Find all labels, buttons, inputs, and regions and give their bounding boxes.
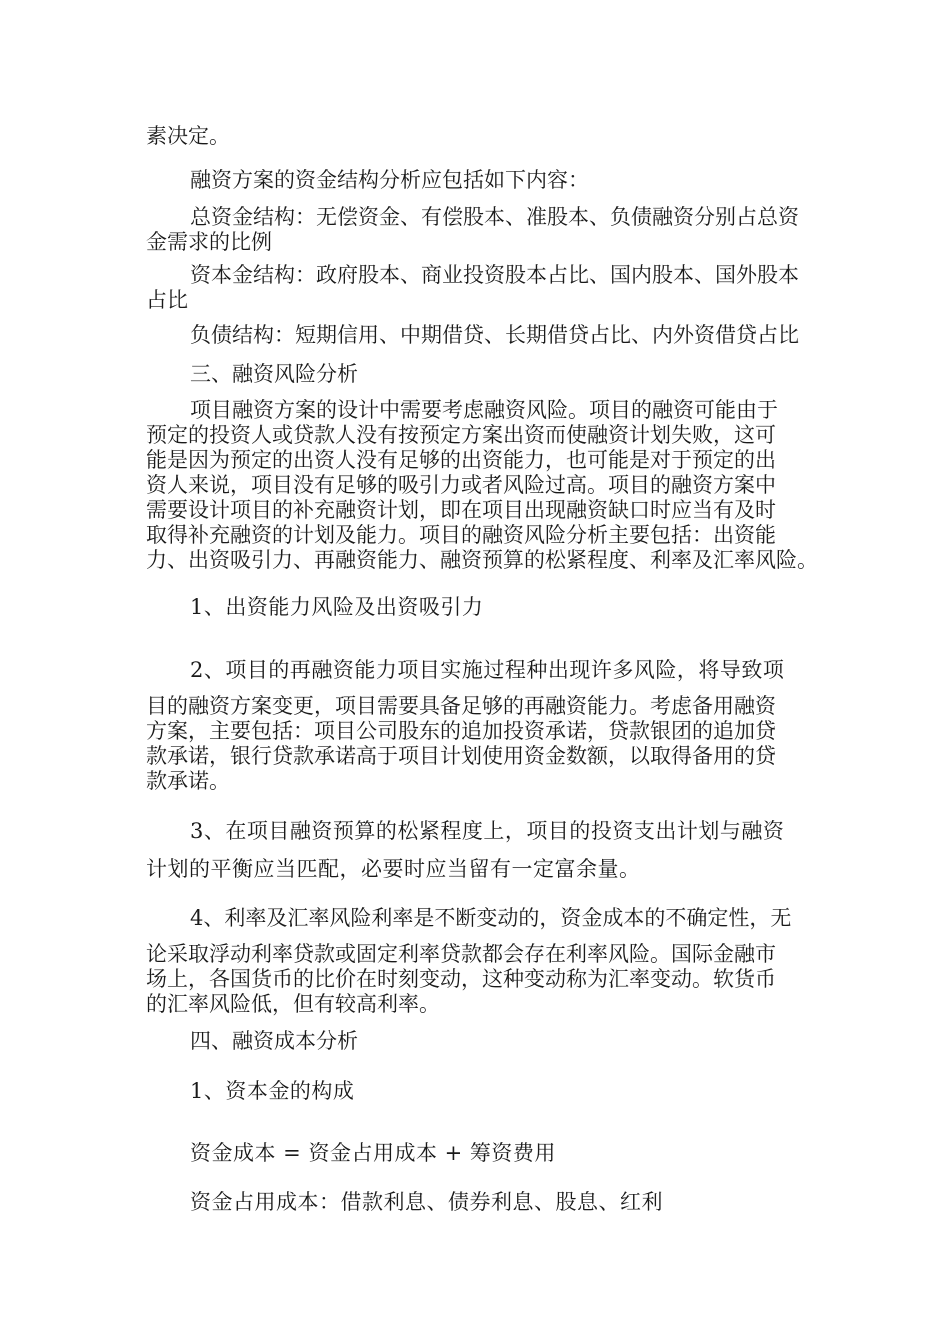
text-line: 款承诺，银行贷款承诺高于项目计划使用资金数额，以取得备用的贷 xyxy=(146,744,776,768)
paragraph-equity-structure xyxy=(146,263,826,313)
text-line: 需要设计项目的补充融资计划，即在项目出现融资缺口时应当有及时 xyxy=(146,498,776,522)
text-line: 场上，各国货币的比价在时刻变动，这种变动称为汇率变动。软货币 xyxy=(146,967,776,991)
heading-financing-cost: 四、融资成本分析 xyxy=(190,1029,358,1053)
text-line: 资人来说，项目没有足够的吸引力或者风险过高。项目的融资方案中 xyxy=(146,473,776,497)
text-line: 项目融资方案的设计中需要考虑融资风险。项目的融资可能由于 xyxy=(190,398,778,422)
text-line: 取得补充融资的计划及能力。项目的融资风险分析主要包括：出资能 xyxy=(146,523,776,547)
text-line: 论采取浮动利率贷款或固定利率贷款都会存在利率风险。国际金融市 xyxy=(146,942,776,966)
formula-capital-cost: 资金成本 = 资金占用成本 + 筹资费用 xyxy=(190,1141,556,1165)
text-line: 占比 xyxy=(146,288,188,312)
item-1-capital-ability: 1、出资能力风险及出资吸引力 xyxy=(190,595,484,619)
paragraph-refinancing xyxy=(146,694,826,794)
text-line: 目的融资方案变更，项目需要具备足够的再融资能力。考虑备用融资 xyxy=(146,694,776,718)
item-1-capital-composition: 1、资本金的构成 xyxy=(190,1079,355,1103)
text-line: 资本金结构：政府股本、商业投资股本占比、国内股本、国外股本 xyxy=(190,263,799,287)
heading-financing-risk: 三、融资风险分析 xyxy=(190,362,358,386)
text-line: 预定的投资人或贷款人没有按预定方案出资而使融资计划失败，这可 xyxy=(146,423,776,447)
text-line: 方案，主要包括：项目公司股东的追加投资承诺，贷款银团的追加贷 xyxy=(146,719,776,743)
text-line: 力、出资吸引力、再融资能力、融资预算的松紧程度、利率及汇率风险。 xyxy=(146,548,818,572)
item-4-rate-risk-first-line: 4、利率及汇率风险利率是不断变动的，资金成本的不确定性，无 xyxy=(190,906,792,930)
paragraph-financing-risk xyxy=(146,398,826,573)
paragraph-continuation: 素决定。 xyxy=(146,124,230,148)
paragraph-total-capital-structure xyxy=(146,205,826,255)
text-line: 金需求的比例 xyxy=(146,230,272,254)
item-2-refinancing-first-line: 2、项目的再融资能力项目实施过程种出现许多风险，将导致项 xyxy=(190,658,785,682)
paragraph-rate-risk xyxy=(146,942,826,1017)
text-line: 的汇率风险低，但有较高利率。 xyxy=(146,992,440,1016)
paragraph-structure-intro: 融资方案的资金结构分析应包括如下内容： xyxy=(190,168,589,192)
capital-occupation-cost: 资金占用成本：借款利息、债券利息、股息、红利 xyxy=(190,1190,663,1214)
item-3-budget-second-line: 计划的平衡应当匹配，必要时应当留有一定富余量。 xyxy=(146,857,641,881)
item-3-budget-first-line: 3、在项目融资预算的松紧程度上，项目的投资支出计划与融资 xyxy=(190,819,785,843)
text-line: 款承诺。 xyxy=(146,769,230,793)
text-line: 能是因为预定的出资人没有足够的出资能力，也可能是对于预定的出 xyxy=(146,448,776,472)
paragraph-debt-structure: 负债结构：短期信用、中期借贷、长期借贷占比、内外资借贷占比 xyxy=(190,323,799,347)
text-line: 总资金结构：无偿资金、有偿股本、准股本、负债融资分别占总资 xyxy=(190,205,799,229)
